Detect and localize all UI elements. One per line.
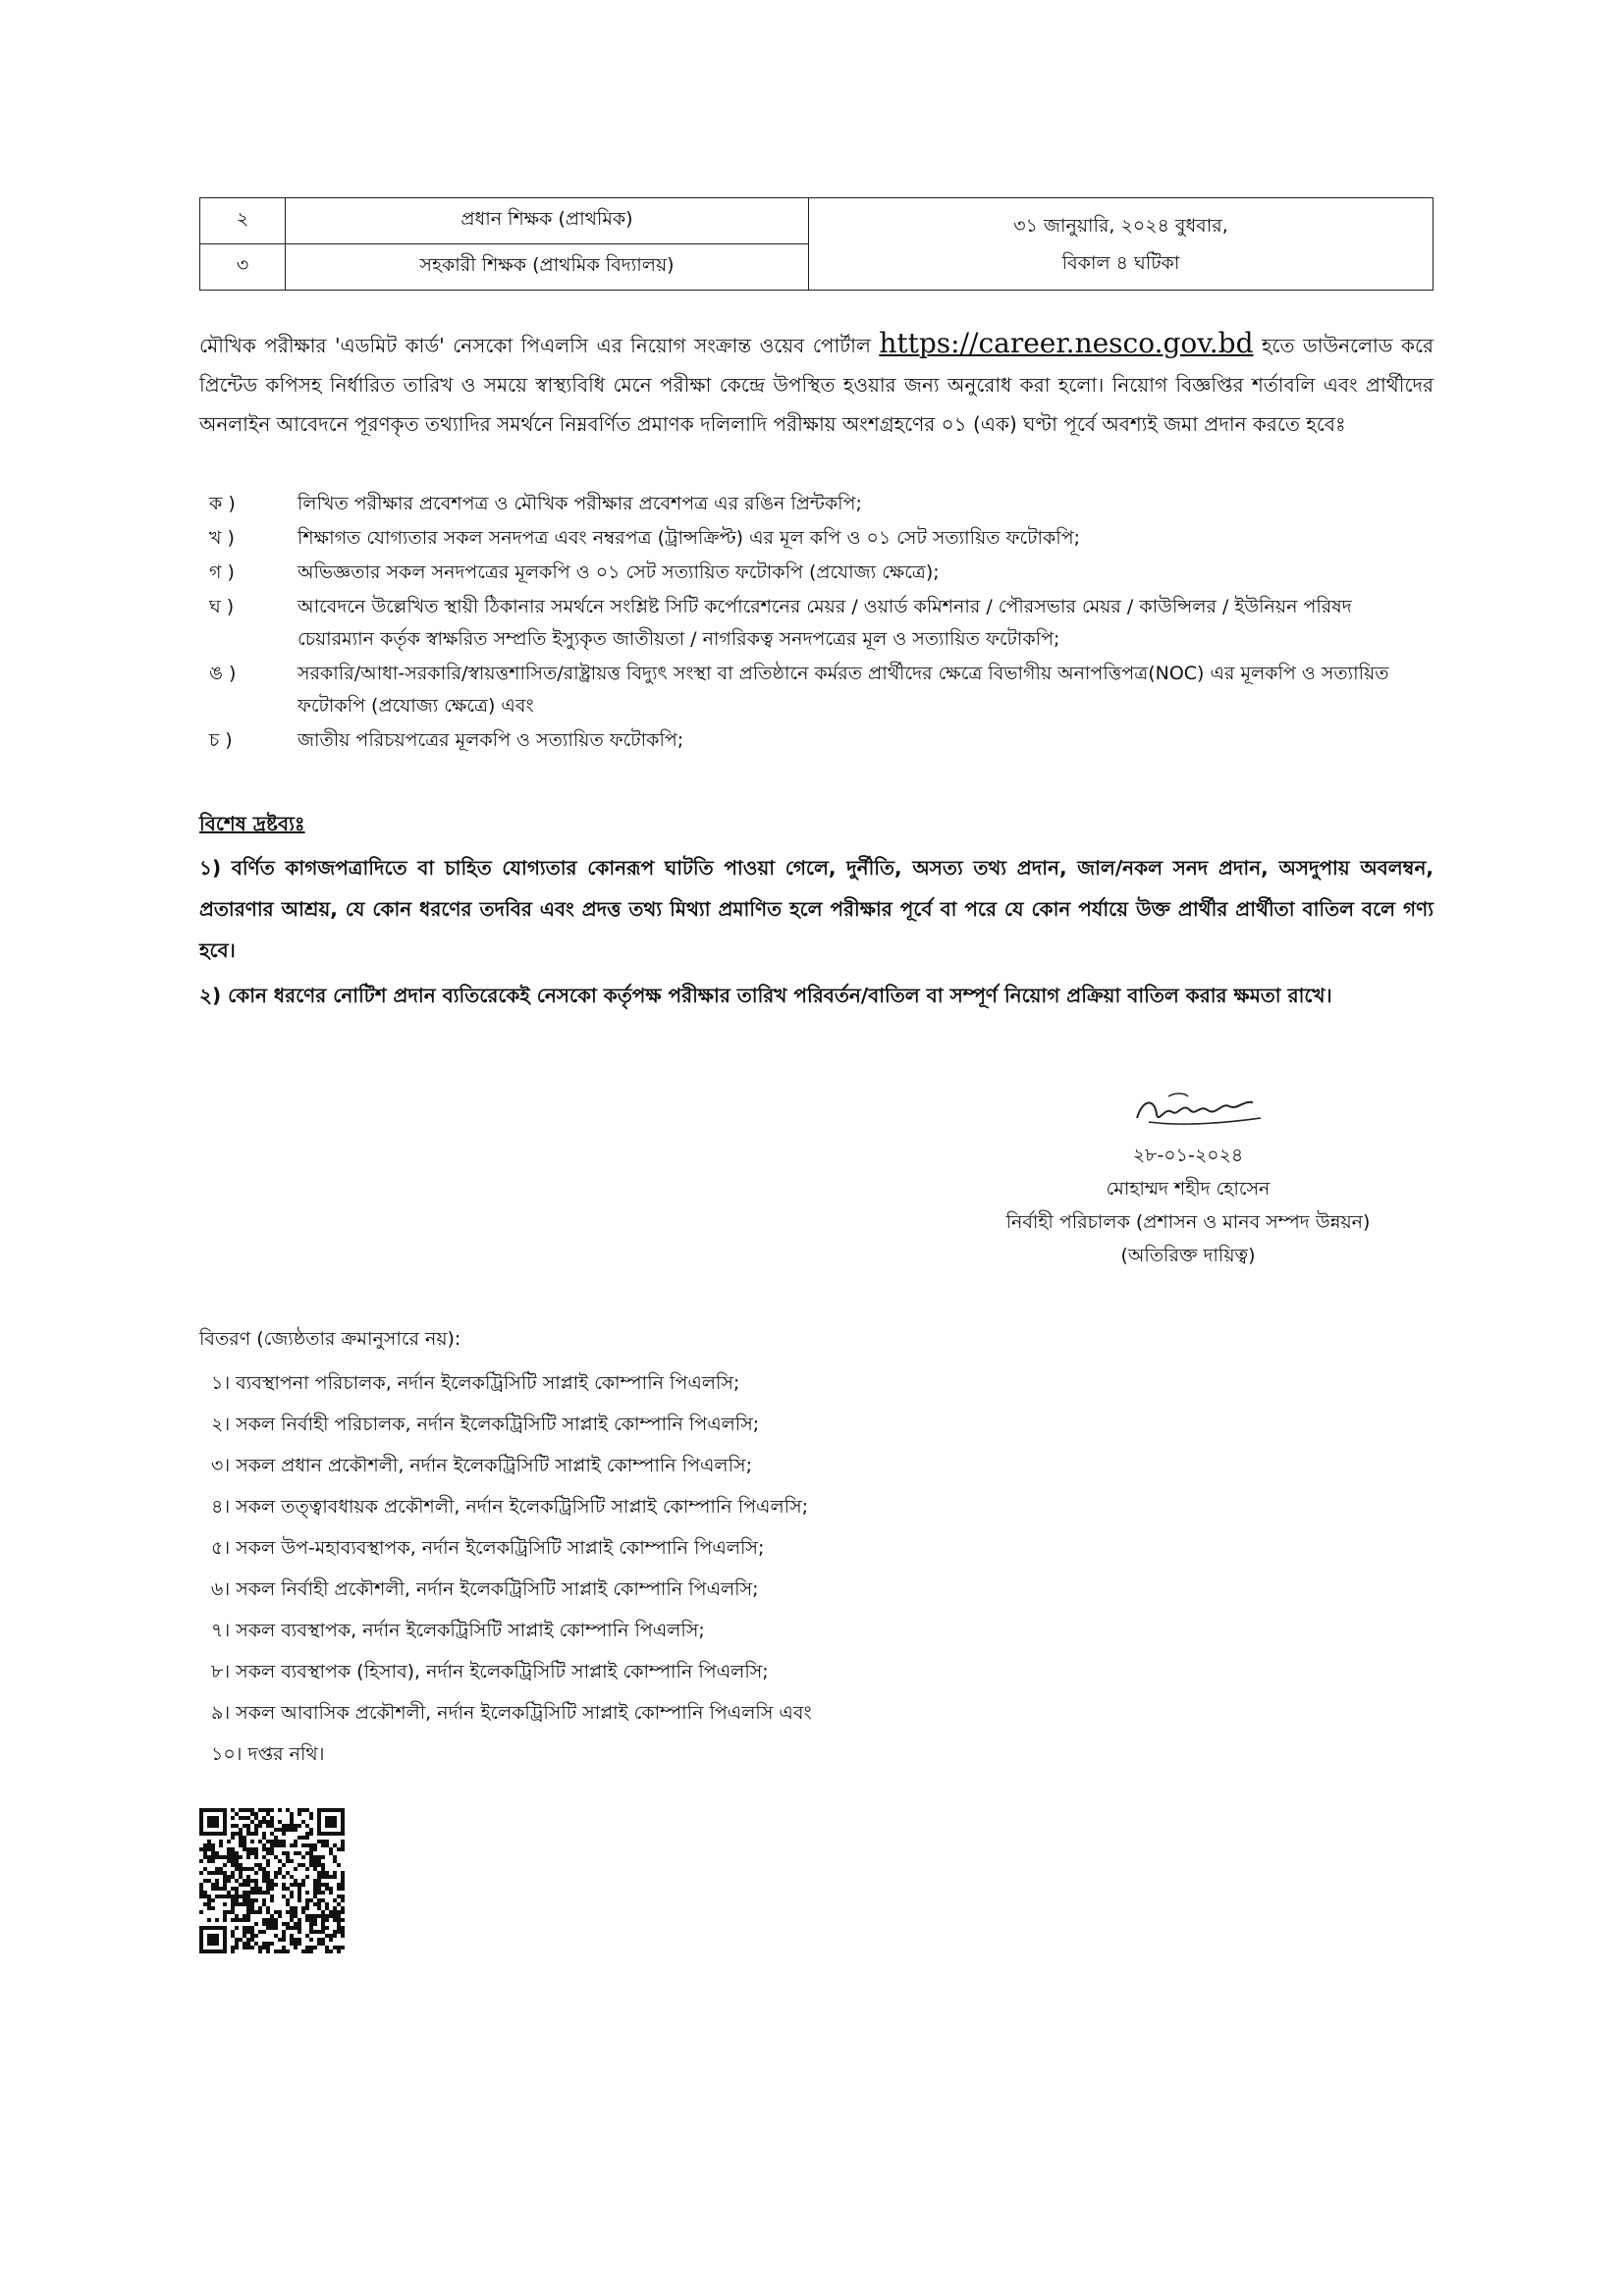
list-item: ১০। দপ্তর নথি। <box>211 1743 325 1765</box>
list-item <box>199 557 1434 589</box>
item-text: আবেদনে উল্লেখিত স্থায়ী ঠিকানার সমর্থনে সংশ্লিষ্ট সিটি কর্পোরেশনের মেয়র / ওয়ার্ড কমিশনার / পৌরসভার মেয়র / কাউন্সিলর / ইউনিয়ন পরিষদ চেয়ারম্যান কর্তৃক স্বাক্ষরিত সম্প্রতি ইস্যুকৃত জাতীয়তা / নাগরিকত্ব সনদপত্রের মূল ও সত্যায়িত ফটোকপি; <box>298 596 1352 650</box>
item-text: শিক্ষাগত যোগ্যতার সকল সনদপত্র এবং নম্বরপত্র (ট্রান্সক্রিপ্ট) এর মূল কপি ও ০১ সেট সত্যায়িত ফটোকপি; <box>298 527 1081 549</box>
list-item: ৬। সকল নির্বাহী প্রকৌশলী, নর্দান ইলেকট্রিসিটি সাপ্লাই কোম্পানি পিএলসি; <box>211 1578 759 1600</box>
list-item <box>199 522 1434 555</box>
handwritten-signature <box>1129 1085 1267 1134</box>
qr-code-icon <box>199 1808 345 1953</box>
required-documents-list <box>199 488 1434 759</box>
item-text: জাতীয় পরিচয়পত্রের মূলকপি ও সত্যায়িত ফটোকপি; <box>298 729 684 751</box>
intro-text-continued: হতে ডাউনলোড করে প্রিন্টেড কপিসহ নির্ধারিত তারিখ ও সময়ে স্বাস্থ্যবিধি মেনে পরীক্ষা কেন্দ্রে উপস্থিত হওয়ার জন্য অনুরোধ করা হলো। নিয়োগ বিজ্ঞপ্তির শর্তাবলি এবং প্রার্থীদের অনলাইন আবেদনে পূরণকৃত তথ্যাদির সমর্থনে নিম্নবর্ণিত প্রমাণক দলিলাদি পরীক্ষায় অংশগ্রহণের ০১ (এক) ঘণ্টা পূর্বে অবশ্যই জমা প্রদান করতে হবেঃ <box>199 334 1434 436</box>
item-label: চ ) <box>209 729 233 751</box>
intro-text: মৌখিক পরীক্ষার 'এডমিট কার্ড' নেসকো পিএলসি এর নিয়োগ সংক্রান্ত ওয়েব পোর্টাল <box>199 334 880 357</box>
table-row <box>200 198 1434 244</box>
special-note-1: ১) বর্ণিত কাগজপত্রাদিতে বা চাহিত যোগ্যতার কোনরূপ ঘাটতি পাওয়া গেলে, দুর্নীতি, অসত্য তথ্য প্রদান, জাল/নকল সনদ প্রদান, অসদুপায় অবলম্বন, প্রতারণার আশ্রয়, যে কোন ধরণের তদবির এবং প্রদত্ত তথ্য মিথ্যা প্রমাণিত হলে পরীক্ষার পূর্বে বা পরে যে কোন পর্যায়ে উক্ত প্রার্থীর প্রার্থীতা বাতিল বলে গণ্য হবে। <box>199 856 1434 962</box>
exam-schedule-table <box>199 197 1434 291</box>
distribution-title: বিতরণ (জ্যেষ্ঠতার ক্রমানুসারে নয়): <box>199 1328 461 1350</box>
item-text: অভিজ্ঞতার সকল সনদপত্রের মূলকপি ও ০১ সেট সত্যায়িত ফটোকপি (প্রযোজ্য ক্ষেত্রে); <box>298 561 940 583</box>
intro-paragraph <box>199 324 1434 444</box>
list-item: ৩। সকল প্রধান প্রকৌশলী, নর্দান ইলেকট্রিসিটি সাপ্লাই কোম্পানি পিএলসি; <box>211 1455 752 1476</box>
list-item <box>199 724 1434 757</box>
signature-block <box>962 1139 1414 1272</box>
signatory-designation: নির্বাহী পরিচালক (প্রশাসন ও মানব সম্পদ উন্নয়ন) <box>1005 1211 1371 1233</box>
item-label: খ ) <box>209 527 235 549</box>
item-text: সরকারি/আধা-সরকারি/স্বায়ত্তশাসিত/রাষ্ট্রায়ত্ত বিদ্যুৎ সংস্থা বা প্রতিষ্ঠানে কর্মরত প্রার্থীদের ক্ষেত্রে বিভাগীয় অনাপত্তিপত্র(NOC) এর মূলকপি ও সত্যায়িত ফটোকপি (প্রযোজ্য ক্ষেত্রে) এবং <box>298 663 1389 717</box>
list-item: ৯। সকল আবাসিক প্রকৌশলী, নর্দান ইলেকট্রিসিটি সাপ্লাই কোম্পানি পিএলসি এবং <box>211 1702 812 1724</box>
item-text: লিখিত পরীক্ষার প্রবেশপত্র ও মৌখিক পরীক্ষার প্রবেশপত্র এর রঙিন প্রিন্টকপি; <box>298 493 862 514</box>
list-item: ১। ব্যবস্থাপনা পরিচালক, নর্দান ইলেকট্রিসিটি সাপ্লাই কোম্পানি পিএলসি; <box>211 1372 740 1394</box>
list-item <box>199 658 1434 722</box>
special-notes-title: বিশেষ দ্রষ্টব্যঃ <box>199 812 305 835</box>
list-item: ৫। সকল উপ-মহাব্যবস্থাপক, নর্দান ইলেকট্রিসিটি সাপ্লাই কোম্পানি পিএলসি; <box>211 1537 765 1559</box>
signatory-name: মোহাম্মদ শহীদ হোসেন <box>1106 1178 1271 1200</box>
special-note-2: ২) কোন ধরণের নোটিশ প্রদান ব্যতিরেকেই নেসকো কর্তৃপক্ষ পরীক্ষার তারিখ পরিবর্তন/বাতিল বা সম্পূর্ণ নিয়োগ প্রক্রিয়া বাতিল করার ক্ষমতা রাখে। <box>199 984 1332 1007</box>
list-item <box>199 591 1434 656</box>
list-item: ৭। সকল ব্যবস্থাপক, নর্দান ইলেকট্রিসিটি সাপ্লাই কোম্পানি পিএলসি; <box>211 1620 705 1641</box>
item-label: ঙ ) <box>209 663 237 684</box>
list-item: ৪। সকল তত্ত্বাবধায়ক প্রকৌশলী, নর্দান ইলেকট্রিসিটি সাপ্লাই কোম্পানি পিএলসি; <box>211 1496 809 1518</box>
post-cell: প্রধান শিক্ষক (প্রাথমিক) <box>286 198 809 244</box>
career-portal-link[interactable]: https://career.nesco.gov.bd <box>879 327 1254 359</box>
schedule-time: বিকাল ৪ ঘটিকা <box>1061 251 1180 274</box>
signature-date: ২৮-০১-২০২৪ <box>1132 1145 1244 1166</box>
item-label: ক ) <box>209 493 236 514</box>
item-label: গ ) <box>209 561 235 583</box>
list-item <box>199 488 1434 520</box>
serial-cell: ২ <box>200 198 286 244</box>
schedule-date: ৩১ জানুয়ারি, ২০২৪ বুধবার, <box>1013 214 1228 237</box>
item-label: ঘ ) <box>209 596 235 617</box>
distribution-list <box>211 1362 812 1775</box>
serial-cell: ৩ <box>200 244 286 291</box>
list-item: ৮। সকল ব্যবস্থাপক (হিসাব), নর্দান ইলেকট্রিসিটি সাপ্লাই কোম্পানি পিএলসি; <box>211 1661 769 1682</box>
post-cell: সহকারী শিক্ষক (প্রাথমিক বিদ্যালয়) <box>286 244 809 291</box>
schedule-cell <box>809 198 1434 291</box>
list-item: ২। সকল নির্বাহী পরিচালক, নর্দান ইলেকট্রিসিটি সাপ্লাই কোম্পানি পিএলসি; <box>211 1414 760 1435</box>
signatory-charge: (অতিরিক্ত দায়িত্ব) <box>1120 1245 1256 1266</box>
